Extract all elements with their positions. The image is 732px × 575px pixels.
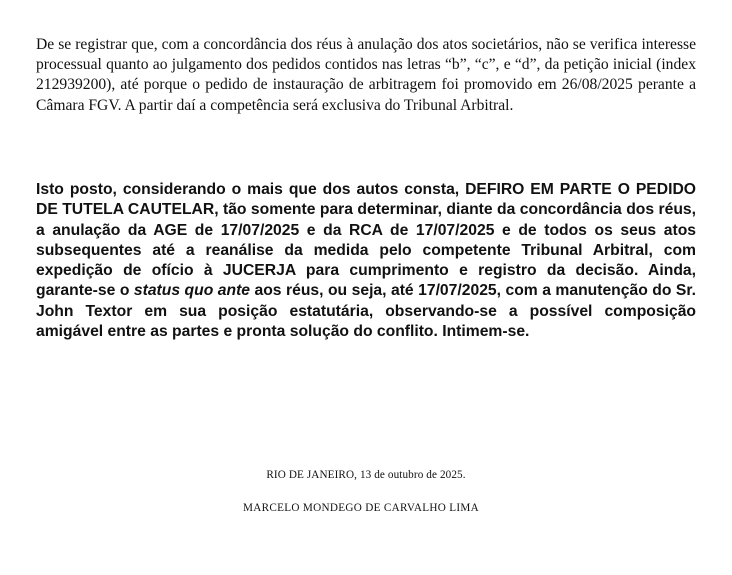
judge-signature-name: MARCELO MONDEGO DE CARVALHO LIMA	[243, 502, 479, 514]
status-quo-ante-term: status quo ante	[133, 282, 251, 300]
dispositivo-text-part-2: aos réus, ou seja, até 17/07/2025, com a manutenção do Sr. John Textor em sua posição estatutária, observando-se a possível composição amigável entre as partes e pronta solução do conflito. Intimem-se.	[36, 282, 696, 341]
date-location-line: RIO DE JANEIRO, 13 de outubro de 2025.	[266, 469, 466, 481]
paragraph-interesse-processual: De se registrar que, com a concordância dos réus à anulação dos atos societários, não se verifica interesse processual quanto ao julgamento dos pedidos contidos nas letras “b”, “c”, e “d”, da petição inicial (index 212939200), até porque o pedido de instauração de arbitragem foi promovido em 26/08/2025 perante a Câmara FGV. A partir daí a competência será exclusiva do Tribunal Arbitral.	[36, 36, 696, 114]
dispositivo-text-part-1: Isto posto, considerando o mais que dos autos consta, DEFIRO EM PARTE O PEDIDO DE TUTELA CAUTELAR, tão somente para determinar, diante da concordância dos réus, a anulação da AGE de 17/07/2025 e da RCA de 17/07/2025 e de todos os seus atos subsequentes até a reanálise da medida pelo competente Tribunal Arbitral, com expedição de ofício à JUCERJA para cumprimento e registro da decisão. Ainda, garante-se o	[36, 181, 696, 300]
paragraph-dispositivo	[36, 180, 696, 342]
